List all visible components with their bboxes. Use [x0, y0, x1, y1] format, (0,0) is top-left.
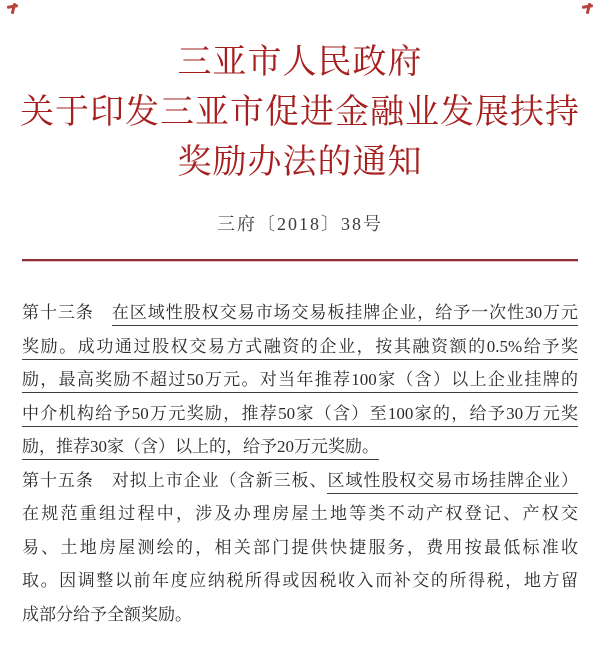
underlined-segment: 中介机构给予50万元奖励，推荐50家（含）至100家的，给予30万元奖: [22, 404, 578, 427]
text-segment: 第十五条 对拟上市企业（含新三板、: [22, 470, 328, 490]
body-line: [22, 497, 578, 531]
text-segment: 取。因调整以前年度应纳税所得或因税收入而补交的所得税，地方留: [22, 571, 578, 590]
text-segment: 在规范重组过程中，涉及办理房屋土地等类不动产权登记、产权交: [22, 504, 578, 523]
underlined-segment: 励，推荐30家（含）以上的，给予20万元奖励。: [22, 437, 379, 460]
title-line-1: 三亚市人民政府: [177, 44, 423, 81]
underlined-segment: 奖励。成功通过股权交易方式融资的企业，按其融资额的0.5%给予奖: [22, 337, 578, 360]
corner-mark-left-icon: [6, 2, 22, 16]
title-line-3: 奖励办法的通知: [177, 144, 423, 181]
red-divider-rule: [22, 259, 578, 261]
underlined-segment: 在区域性股权交易市场交易板挂牌企业，给予一次性30万元: [112, 303, 578, 326]
document-number: 三府〔2018〕38号: [217, 214, 383, 234]
text-segment: 易、土地房屋测绘的，相关部门提供快捷服务，费用按最低标准收: [22, 537, 578, 557]
body-line: [22, 296, 578, 330]
body-line: [22, 531, 578, 565]
body-line: [22, 564, 578, 598]
underlined-segment: 区域性股权交易市场挂牌企业）: [327, 471, 578, 494]
body-line: [22, 330, 578, 364]
body-line: [22, 598, 578, 632]
body-line: [22, 430, 578, 464]
corner-mark-right-icon: [581, 2, 597, 16]
body: [22, 296, 578, 631]
underlined-segment: 励，最高奖励不超过50万元。对当年推荐100家（含）以上企业挂牌的: [22, 370, 578, 393]
text-segment: 第十三条: [22, 303, 112, 322]
body-line: [22, 464, 578, 498]
body-line: [22, 363, 578, 397]
text-segment: 成部分给予全额奖励。: [22, 604, 192, 624]
document-title: [0, 0, 600, 188]
body-line: [22, 397, 578, 431]
title-line-2: 关于印发三亚市促进金融业发展扶持: [20, 94, 580, 131]
